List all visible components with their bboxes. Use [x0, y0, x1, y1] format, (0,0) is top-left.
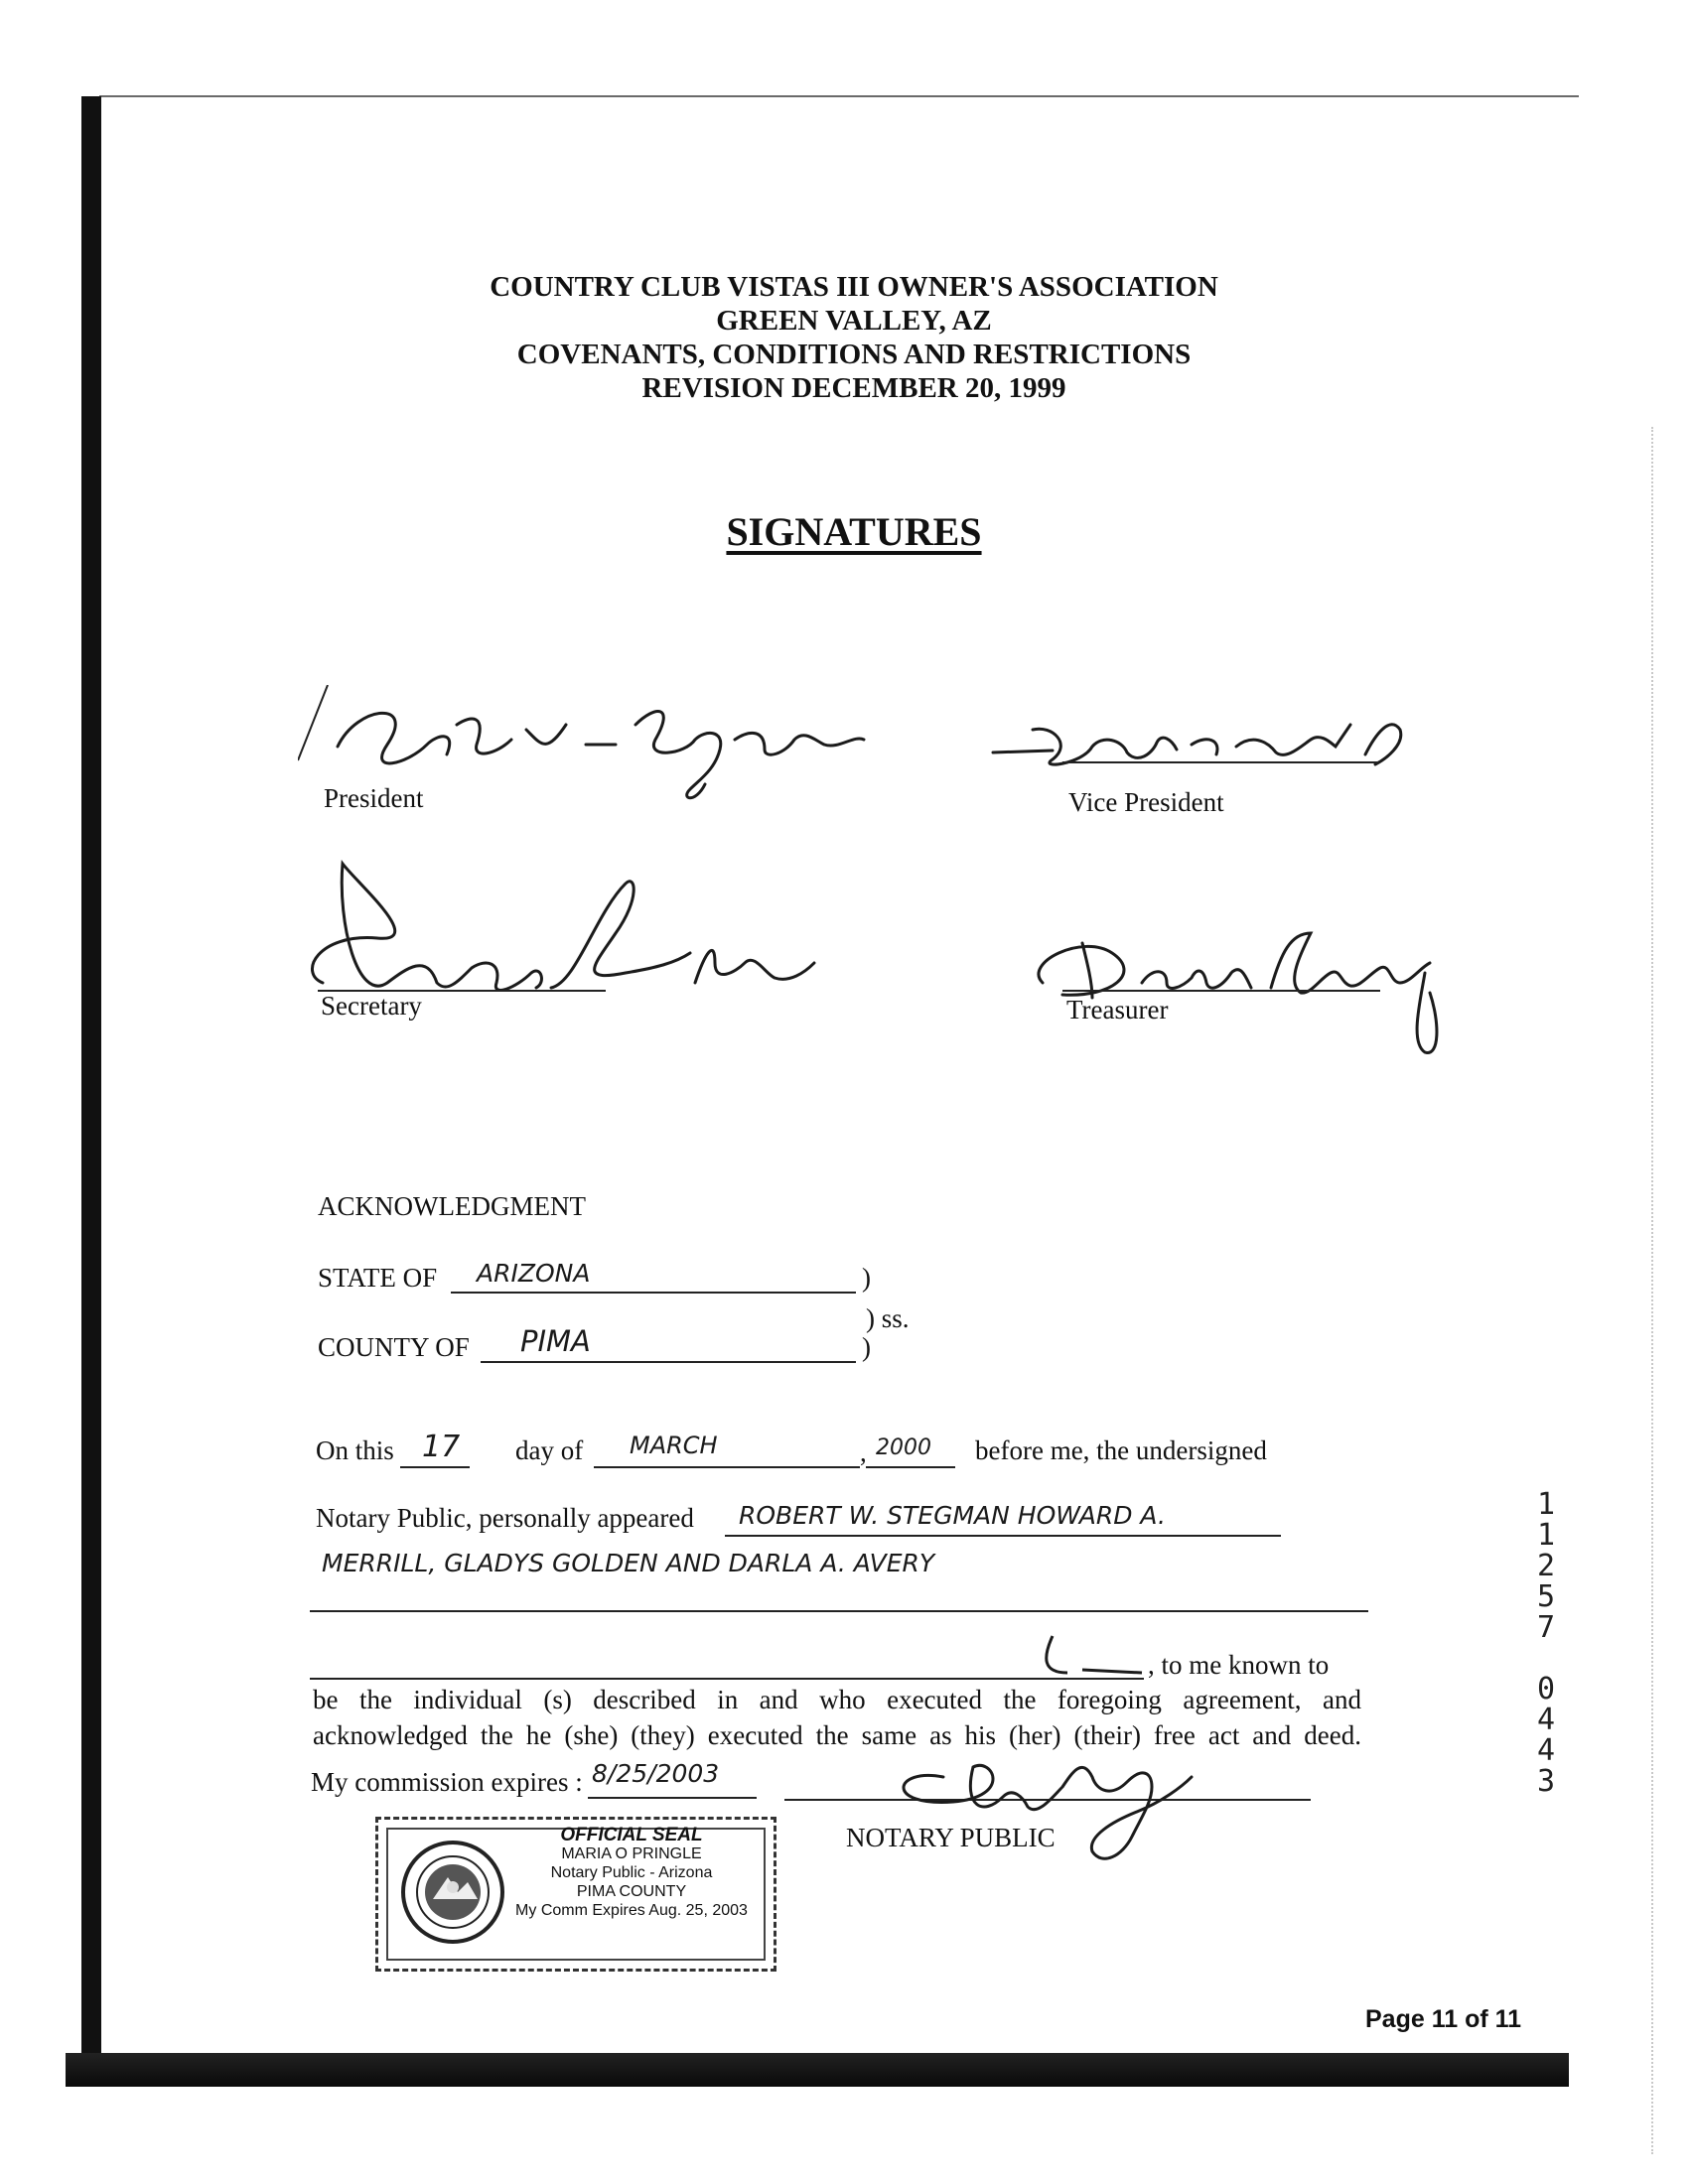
- paragraph-line-2: acknowledged the he (she) (they) executed the same as his (her) (their) free act and deed.: [313, 1720, 1361, 1750]
- names-end-stroke: [1033, 1628, 1152, 1688]
- year-field: [860, 1433, 955, 1468]
- recording-digit: 4: [1536, 1733, 1556, 1768]
- vice-president-signature: [993, 725, 1401, 764]
- day-of-label: day of: [515, 1435, 584, 1465]
- header-line-2: GREEN VALLEY, AZ: [716, 305, 992, 337]
- page-number: Page 11 of 11: [1365, 2005, 1522, 2033]
- recording-digit-gap: [1536, 1643, 1556, 1674]
- names-blank-line: [310, 1610, 1368, 1612]
- recording-digit: 7: [1536, 1610, 1556, 1645]
- right-scan-edge: [1651, 427, 1655, 2154]
- seal-line-3: Notary Public - Arizona: [550, 1864, 713, 1881]
- acknowledgment-heading: ACKNOWLEDGMENT: [318, 1191, 586, 1221]
- county-value: PIMA: [520, 1324, 591, 1358]
- recording-digit: 5: [1536, 1579, 1556, 1614]
- year-comma: ,: [860, 1437, 867, 1467]
- recording-digit: 1: [1536, 1518, 1556, 1553]
- to-me-known-text: , to me known to: [1148, 1650, 1330, 1680]
- commission-label: My commission expires :: [311, 1767, 583, 1797]
- month-field: [594, 1433, 860, 1468]
- county-label: COUNTY OF: [318, 1332, 470, 1362]
- recording-digit: 0: [1536, 1672, 1556, 1706]
- header-line-1: COUNTRY CLUB VISTAS III OWNER'S ASSOCIATION: [490, 271, 1218, 303]
- paragraph-line-1: be the individual (s) described in and who executed the foregoing agreement, and: [313, 1685, 1361, 1714]
- county-bracket: ): [862, 1332, 871, 1362]
- names-blank-line-2: [310, 1678, 1144, 1680]
- state-seal-icon: [398, 1838, 507, 1947]
- month-value: MARCH: [630, 1432, 718, 1459]
- top-border-line: [99, 95, 1579, 97]
- vice-president-label: Vice President: [1068, 787, 1224, 817]
- left-scan-edge: [81, 96, 101, 2080]
- bottom-scan-edge: [66, 2053, 1569, 2087]
- seal-line-2: MARIA O PRINGLE: [561, 1845, 702, 1862]
- commission-field: [588, 1759, 757, 1799]
- treasurer-signature: [1039, 933, 1437, 1052]
- page-title-text: SIGNATURES: [726, 509, 982, 554]
- secretary-label: Secretary: [321, 991, 422, 1021]
- state-label: STATE OF: [318, 1263, 438, 1293]
- names-field-line-2: [316, 1549, 1368, 1582]
- recording-digit: 2: [1536, 1549, 1556, 1583]
- year-value: 2000: [876, 1435, 931, 1460]
- ss-label: ) ss.: [866, 1303, 910, 1333]
- seal-line-1: OFFICIAL SEAL: [560, 1825, 703, 1845]
- stamp-text: [507, 1826, 756, 1920]
- names-value-line-2: MERRILL, GLADYS GOLDEN AND DARLA A. AVERY: [322, 1549, 935, 1577]
- recording-digit: 1: [1536, 1487, 1556, 1522]
- names-field-line-1: [725, 1501, 1281, 1537]
- treasurer-label: Treasurer: [1066, 995, 1169, 1024]
- commission-value: 8/25/2003: [592, 1759, 720, 1788]
- notary-public-label: NOTARY PUBLIC: [846, 1823, 1056, 1852]
- recording-number: [1536, 1489, 1556, 1797]
- state-bracket: ): [862, 1263, 871, 1293]
- page-title: [298, 508, 1410, 555]
- signature-area: [298, 685, 1489, 1082]
- official-seal-stamp: [375, 1817, 776, 1972]
- names-value-line-1: ROBERT W. STEGMAN HOWARD A.: [739, 1501, 1166, 1530]
- document-header: [298, 270, 1410, 405]
- before-me-text: before me, the undersigned: [975, 1435, 1267, 1465]
- seal-line-4: PIMA COUNTY: [576, 1883, 687, 1900]
- state-value: ARIZONA: [477, 1259, 591, 1288]
- recording-digit: 3: [1536, 1764, 1556, 1799]
- header-line-3: COVENANTS, CONDITIONS AND RESTRICTIONS: [516, 339, 1192, 370]
- seal-line-5: My Comm Expires Aug. 25, 2003: [515, 1902, 748, 1919]
- secretary-signature: [312, 864, 814, 990]
- on-this-label: On this: [316, 1435, 394, 1465]
- notary-signature: [854, 1727, 1251, 1876]
- day-value: 17: [422, 1430, 461, 1464]
- notary-appeared-label: Notary Public, personally appeared: [316, 1503, 694, 1533]
- president-signature-line: [298, 685, 328, 760]
- county-field: [481, 1324, 856, 1363]
- day-field: [400, 1430, 470, 1468]
- state-field: [451, 1259, 856, 1294]
- header-line-4: REVISION DECEMBER 20, 1999: [641, 372, 1066, 404]
- president-label: President: [324, 783, 424, 813]
- recording-digit: 4: [1536, 1703, 1556, 1737]
